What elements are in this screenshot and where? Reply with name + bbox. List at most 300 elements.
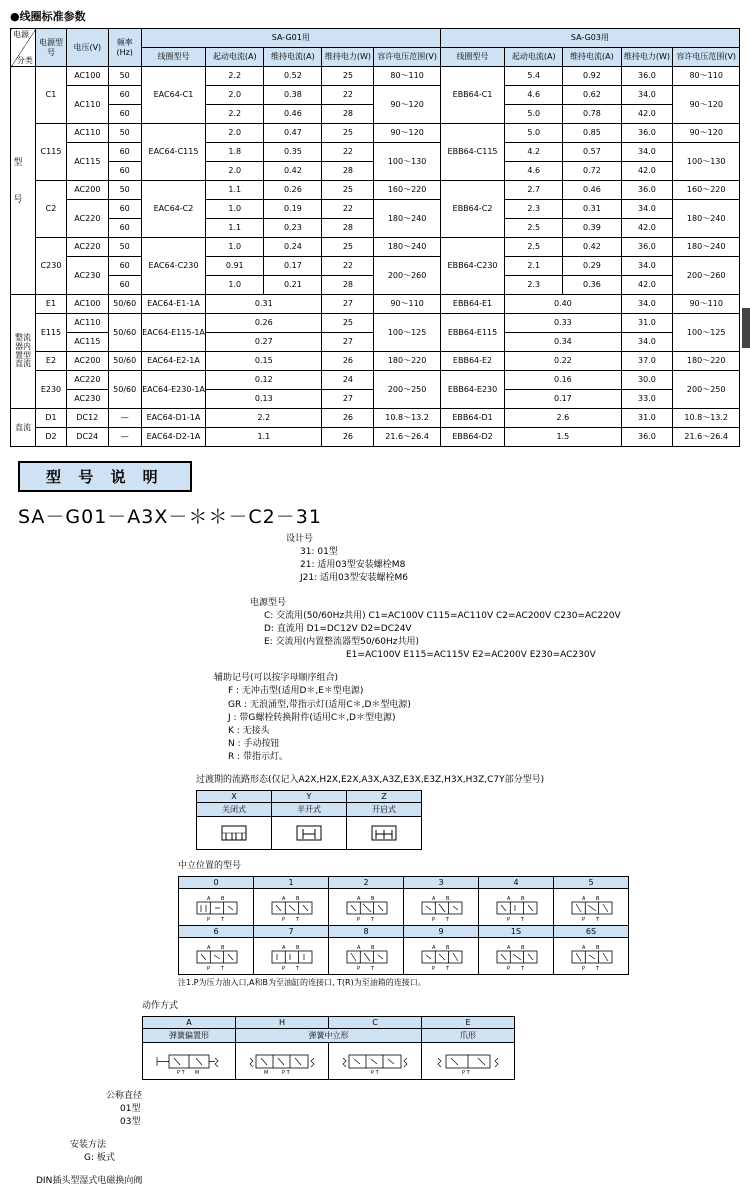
cell-g03-range: 90～120	[673, 124, 740, 143]
neutral-label-8: 8	[329, 925, 404, 937]
model-code-string: SA－G01－A3X－＊＊－C2－31	[18, 506, 322, 528]
group-label-dc: 直流	[11, 409, 36, 447]
cell-g01-range: 160～220	[374, 181, 440, 200]
svg-text:B: B	[296, 944, 300, 951]
cell-g01-b: 0.38	[264, 86, 322, 105]
cell-g01-a: 1.8	[206, 143, 264, 162]
corner-diag-cell: 电源 分类	[11, 29, 36, 67]
cell-class: C2	[35, 181, 66, 238]
neutral-symbol-9	[404, 937, 479, 974]
svg-text:P: P	[357, 916, 361, 922]
action-symbol-c	[329, 1042, 422, 1079]
header-g01: SA-G01用	[141, 29, 440, 48]
cell-g01-c: 22	[322, 257, 374, 276]
action-sub-a: 弹簧偏置形	[143, 1028, 236, 1042]
svg-text:P: P	[432, 965, 436, 971]
explain-power-model: 电源型号 C: 交流用(50/60Hz共用) C1=AC100V C115=AC110V C2=AC200V C230=AC220V D: 直流用 D1=DC12V D2=DC24V E: 交流用(内置整流器型50/60Hz共用) E1=AC100V E115=AC115V E2=AC200V E230=AC230V	[250, 598, 621, 661]
cell-g01-b: 0.35	[264, 143, 322, 162]
action-header-row	[143, 1016, 515, 1028]
cell-g01-a: 1.0	[206, 238, 264, 257]
neutral-symbol-1	[254, 888, 329, 925]
cell-g03-c: 31.0	[621, 314, 673, 333]
cell-g03-c: 36.0	[621, 428, 673, 447]
cell-g01-c: 25	[322, 67, 374, 86]
transition-col-y: Y	[272, 790, 347, 802]
cell-g01-range: 100～125	[374, 314, 440, 352]
cell-coil-model-g03: EBB64-D1	[440, 409, 504, 428]
cell-g03-c: 37.0	[621, 352, 673, 371]
svg-text:P: P	[207, 965, 211, 971]
cell-g03-range: 10.8～13.2	[673, 409, 740, 428]
cell-class: C1	[35, 67, 66, 124]
cell-g01-range: 100～130	[374, 143, 440, 181]
cell-g01-a: 1.1	[206, 428, 322, 447]
svg-text:B: B	[221, 944, 225, 951]
cell-g01-c: 27	[322, 390, 374, 409]
cell-g01-c: 24	[322, 371, 374, 390]
cell-g01-c: 27	[322, 333, 374, 352]
cell-class: C230	[35, 238, 66, 295]
group-label-ac: 型 号	[11, 67, 36, 295]
cell-g01-range: 180～220	[374, 352, 440, 371]
cell-g03-c: 33.0	[621, 390, 673, 409]
header-voltage: 电压(V)	[67, 29, 109, 67]
cell-g03-c: 34.0	[621, 200, 673, 219]
cell-class: E1	[35, 295, 66, 314]
cell-g03-a: 2.5	[505, 219, 563, 238]
svg-text:P T: P T	[282, 1069, 290, 1076]
cell-g01-range: 90～110	[374, 295, 440, 314]
cell-coil-model-g03: EBB64-C1	[440, 67, 504, 124]
svg-text:B: B	[596, 944, 600, 951]
svg-text:A: A	[582, 944, 586, 951]
cell-g03-c: 34.0	[621, 257, 673, 276]
table-row	[11, 143, 740, 162]
cell-g01-c: 28	[322, 219, 374, 238]
table-row	[11, 257, 740, 276]
neutral-symbol-8	[329, 937, 404, 974]
group-label-rectifier: 整流器内置型直流	[11, 295, 36, 409]
cell-freq: 60	[108, 162, 141, 181]
svg-text:T: T	[296, 965, 300, 971]
action-symbol-row	[143, 1042, 515, 1079]
cell-voltage: AC230	[67, 390, 109, 409]
cell-coil-model-g03: EBB64-D2	[440, 428, 504, 447]
cell-coil-model-g01: EAC64-E115-1A	[141, 314, 205, 352]
explain-mounting-method: 安装方法 G: 板式	[70, 1140, 115, 1164]
neutral-label-1: 1	[254, 876, 329, 888]
cell-g03-range: 100～130	[673, 143, 740, 181]
svg-text:P: P	[282, 965, 286, 971]
cell-g03-b: 0.92	[563, 67, 621, 86]
cell-g01-range: 200～260	[374, 257, 440, 295]
cell-g01-c: 28	[322, 105, 374, 124]
svg-text:P: P	[582, 916, 586, 922]
cell-g03-range: 200～250	[673, 371, 740, 409]
action-symbol-a	[143, 1042, 236, 1079]
neutral-symbol-1s	[479, 937, 554, 974]
table-row	[11, 352, 740, 371]
header-hold-power-g01: 维持电力(W)	[322, 48, 374, 67]
neutral-label-9: 9	[404, 925, 479, 937]
svg-text:B: B	[371, 895, 375, 902]
svg-text:P: P	[432, 916, 436, 922]
svg-text:T: T	[371, 916, 375, 922]
svg-text:A: A	[582, 895, 586, 902]
cell-g01-a: 2.0	[206, 86, 264, 105]
table-row	[11, 238, 740, 257]
action-symbol-e	[422, 1042, 515, 1079]
svg-text:B: B	[521, 895, 525, 902]
cell-g01-b: 0.46	[264, 105, 322, 124]
coil-parameter-table	[10, 28, 740, 447]
cell-coil-model-g01: EAC64-E1-1A	[141, 295, 205, 314]
header-volt-range-g03: 容许电压范围(V)	[673, 48, 740, 67]
svg-text:B: B	[446, 944, 450, 951]
neutral-header-row-1	[179, 876, 629, 888]
transition-sub-y: 半开式	[272, 802, 347, 816]
cell-g01-b: 0.24	[264, 238, 322, 257]
cell-freq: 50	[108, 181, 141, 200]
cell-g03-range: 90～120	[673, 86, 740, 124]
cell-g03-b: 0.85	[563, 124, 621, 143]
explanation-list	[18, 533, 750, 1202]
neutral-label-6s: 6S	[554, 925, 629, 937]
cell-g03-b: 0.46	[563, 181, 621, 200]
explain-neutral-model: 中立位置的型号 0 1 2 3 4 5 A B P T A B P T A B P T A B P T A B P T A B P T 6 7 8 9 1S 6S A B P T A B P T A B P T A B P T A B P T A B P T 注1.P为压力油入口,A和B为至油缸的连接口, T(R)为至油箱的连接口。	[178, 860, 750, 988]
svg-text:P: P	[357, 965, 361, 971]
cell-g01-c: 25	[322, 181, 374, 200]
cell-g03-b: 0.42	[563, 238, 621, 257]
cell-g01-a: 0.26	[206, 314, 322, 333]
svg-text:A: A	[432, 944, 436, 951]
table-row	[11, 428, 740, 447]
table-row	[11, 200, 740, 219]
transition-col-z: Z	[347, 790, 422, 802]
svg-text:T: T	[221, 916, 225, 922]
section1-heading: ●线圈标准参数	[10, 10, 86, 23]
cell-freq: 50/60	[108, 295, 141, 314]
cell-g03-a: 2.1	[505, 257, 563, 276]
svg-text:T: T	[221, 965, 225, 971]
table-row	[11, 86, 740, 105]
page-edge-marker	[742, 308, 750, 348]
cell-coil-model-g01: EAC64-C2	[141, 181, 205, 238]
cell-g03-a: 4.6	[505, 162, 563, 181]
cell-g01-a: 0.12	[206, 371, 322, 390]
cell-g03-c: 36.0	[621, 238, 673, 257]
transition-col-x: X	[197, 790, 272, 802]
action-col-a: A	[143, 1016, 236, 1028]
cell-g01-c: 26	[322, 428, 374, 447]
cell-g01-b: 0.21	[264, 276, 322, 295]
cell-g03-b: 0.57	[563, 143, 621, 162]
neutral-label-5: 5	[554, 876, 629, 888]
cell-g01-range: 80～110	[374, 67, 440, 86]
table-header-row	[11, 29, 740, 48]
cell-voltage: AC115	[67, 333, 109, 352]
cell-voltage: AC110	[67, 124, 109, 143]
action-sub-e: 爪形	[422, 1028, 515, 1042]
neutral-label-1s: 1S	[479, 925, 554, 937]
neutral-symbol-0	[179, 888, 254, 925]
cell-g03-c: 36.0	[621, 67, 673, 86]
cell-g03-range: 90～110	[673, 295, 740, 314]
cell-coil-model-g03: EBB64-E1	[440, 295, 504, 314]
header-coil-model-g03: 线圈型号	[440, 48, 504, 67]
svg-text:T: T	[521, 916, 525, 922]
cell-g03-a: 0.16	[505, 371, 621, 390]
cell-freq: 60	[108, 143, 141, 162]
cell-g01-b: 0.17	[264, 257, 322, 276]
cell-g03-a: 0.17	[505, 390, 621, 409]
transition-symbol-row	[197, 816, 422, 849]
cell-coil-model-g03: EBB64-C2	[440, 181, 504, 238]
cell-g01-a: 1.0	[206, 276, 264, 295]
cell-g03-b: 0.29	[563, 257, 621, 276]
action-sub-h: 弹簧中立形	[236, 1028, 422, 1042]
cell-g01-b: 0.19	[264, 200, 322, 219]
header-hold-power-g03: 维持电力(W)	[621, 48, 673, 67]
svg-text:A: A	[282, 944, 286, 951]
cell-g01-a: 2.0	[206, 162, 264, 181]
header-hold-current-g03: 维持电流(A)	[563, 48, 621, 67]
action-col-e: E	[422, 1016, 515, 1028]
header-volt-range-g01: 容许电压范围(V)	[374, 48, 440, 67]
neutral-label-7: 7	[254, 925, 329, 937]
transition-flow-table	[196, 790, 422, 850]
cell-g01-a: 0.31	[206, 295, 322, 314]
cell-freq: 60	[108, 257, 141, 276]
header-start-current-g03: 起动电流(A)	[505, 48, 563, 67]
cell-g03-range: 80～110	[673, 67, 740, 86]
neutral-symbol-5	[554, 888, 629, 925]
page-root	[0, 8, 750, 1202]
cell-g03-range: 100～125	[673, 314, 740, 352]
cell-freq: 60	[108, 276, 141, 295]
cell-freq: —	[108, 428, 141, 447]
svg-text:B: B	[371, 944, 375, 951]
cell-g03-c: 42.0	[621, 219, 673, 238]
header-power-model: 电源型号	[35, 29, 66, 67]
header-start-current-g01: 起动电流(A)	[206, 48, 264, 67]
cell-voltage: AC110	[67, 314, 109, 333]
table-row	[11, 181, 740, 200]
cell-freq: —	[108, 409, 141, 428]
cell-coil-model-g01: EAC64-D2-1A	[141, 428, 205, 447]
transition-symbol-y	[272, 816, 347, 849]
svg-text:P: P	[207, 916, 211, 922]
table-row	[11, 371, 740, 390]
cell-g03-c: 34.0	[621, 143, 673, 162]
cell-g03-c: 34.0	[621, 333, 673, 352]
cell-voltage: DC24	[67, 428, 109, 447]
cell-g01-range: 90～120	[374, 86, 440, 124]
explain-action-mode: 动作方式 A H C E 弹簧偏置形 弹簧中立形 爪形 P T M M P T P T P T	[142, 1000, 750, 1080]
cell-g01-a: 2.2	[206, 67, 264, 86]
neutral-symbol-7	[254, 937, 329, 974]
cell-g03-a: 1.5	[505, 428, 621, 447]
neutral-label-2: 2	[329, 876, 404, 888]
cell-g01-a: 2.0	[206, 124, 264, 143]
svg-text:A: A	[507, 895, 511, 902]
explain-transition-flow: 过渡期的流路形态(仅记入A2X,H2X,E2X,A3X,A3Z,E3X,E3Z,H3X,H3Z,C7Y部分型号) X Y Z 关闭式 半开式 开启式	[196, 774, 750, 850]
svg-text:B: B	[521, 944, 525, 951]
cell-g03-a: 2.5	[505, 238, 563, 257]
cell-g01-a: 0.27	[206, 333, 322, 352]
header-freq: 频率(Hz)	[108, 29, 141, 67]
cell-class: D1	[35, 409, 66, 428]
svg-text:T: T	[296, 916, 300, 922]
cell-g01-c: 28	[322, 162, 374, 181]
cell-freq: 60	[108, 105, 141, 124]
explain-auxiliary-code: 辅助记号(可以按字母顺序组合) F : 无冲击型(适用D＊,E＊型电源) GR : 无浪涌型,带指示灯(适用C＊,D＊型电源) J : 带G螺栓转换附件(适用C＊,D＊型电源) K : 无接头 N : 手动按钮 R : 带指示灯。	[214, 673, 411, 762]
cell-voltage: AC200	[67, 352, 109, 371]
cell-g01-b: 0.23	[264, 219, 322, 238]
cell-freq: 50	[108, 124, 141, 143]
header-hold-current-g01: 维持电流(A)	[264, 48, 322, 67]
cell-coil-model-g03: EBB64-C230	[440, 238, 504, 295]
cell-g01-range: 180～240	[374, 238, 440, 257]
action-col-h: H	[236, 1016, 329, 1028]
svg-text:P: P	[507, 965, 511, 971]
svg-text:A: A	[207, 895, 211, 902]
explain-design-no: 设计号 31: 01型 21: 适用03型安装螺栓M8 J21: 适用03型安装螺栓M6	[286, 534, 408, 584]
cell-class: E2	[35, 352, 66, 371]
cell-voltage: AC230	[67, 257, 109, 295]
svg-text:M: M	[195, 1069, 200, 1076]
neutral-table-note: 注1.P为压力油入口,A和B为至油缸的连接口, T(R)为至油箱的连接口。	[178, 977, 426, 987]
cell-voltage: AC220	[67, 200, 109, 238]
cell-voltage: AC115	[67, 143, 109, 181]
cell-coil-model-g01: EAC64-E2-1A	[141, 352, 205, 371]
svg-text:A: A	[357, 944, 361, 951]
cell-freq: 50/60	[108, 371, 141, 409]
cell-g03-a: 2.6	[505, 409, 621, 428]
svg-text:B: B	[221, 895, 225, 902]
svg-text:T: T	[596, 965, 600, 971]
svg-text:A: A	[207, 944, 211, 951]
neutral-symbol-2	[329, 888, 404, 925]
cell-coil-model-g01: EAC64-C1	[141, 67, 205, 124]
cell-class: D2	[35, 428, 66, 447]
cell-g03-b: 0.39	[563, 219, 621, 238]
explain-product-name: DIN插头型湿式电磁换向阀	[36, 1176, 143, 1187]
cell-g03-a: 4.6	[505, 86, 563, 105]
neutral-symbol-row-1	[179, 888, 629, 925]
cell-g03-c: 42.0	[621, 105, 673, 124]
svg-text:B: B	[296, 895, 300, 902]
cell-g01-a: 0.15	[206, 352, 322, 371]
cell-g03-b: 0.62	[563, 86, 621, 105]
cell-g03-a: 5.0	[505, 124, 563, 143]
cell-g03-c: 42.0	[621, 162, 673, 181]
cell-voltage: AC220	[67, 238, 109, 257]
cell-g01-c: 25	[322, 238, 374, 257]
neutral-symbol-row-2	[179, 937, 629, 974]
cell-g01-c: 26	[322, 409, 374, 428]
cell-g03-a: 5.4	[505, 67, 563, 86]
neutral-position-table	[178, 876, 629, 975]
cell-coil-model-g01: EAC64-C115	[141, 124, 205, 181]
cell-g03-c: 42.0	[621, 276, 673, 295]
cell-g03-c: 34.0	[621, 86, 673, 105]
header-coil-model-g01: 线圈型号	[141, 48, 205, 67]
cell-g01-a: 2.2	[206, 409, 322, 428]
cell-g01-range: 10.8～13.2	[374, 409, 440, 428]
neutral-symbol-6s	[554, 937, 629, 974]
cell-voltage: AC220	[67, 371, 109, 390]
neutral-label-0: 0	[179, 876, 254, 888]
cell-g03-range: 180～240	[673, 200, 740, 238]
cell-voltage: AC100	[67, 67, 109, 86]
cell-coil-model-g01: EAC64-C230	[141, 238, 205, 295]
svg-text:B: B	[446, 895, 450, 902]
neutral-symbol-6	[179, 937, 254, 974]
cell-class: E115	[35, 314, 66, 352]
action-mode-table	[142, 1016, 515, 1080]
transition-subhead-row	[197, 802, 422, 816]
cell-g03-a: 0.33	[505, 314, 621, 333]
cell-g01-b: 0.42	[264, 162, 322, 181]
neutral-header-row-2	[179, 925, 629, 937]
cell-g01-range: 200～250	[374, 371, 440, 409]
cell-g01-a: 1.1	[206, 181, 264, 200]
cell-g01-range: 90～120	[374, 124, 440, 143]
cell-freq: 50/60	[108, 314, 141, 352]
cell-g03-range: 160～220	[673, 181, 740, 200]
cell-g03-a: 0.22	[505, 352, 621, 371]
cell-g01-c: 22	[322, 86, 374, 105]
svg-text:T: T	[446, 965, 450, 971]
cell-voltage: DC12	[67, 409, 109, 428]
svg-text:P T: P T	[462, 1069, 470, 1076]
cell-g03-a: 0.40	[505, 295, 621, 314]
cell-g01-range: 21.6～26.4	[374, 428, 440, 447]
cell-g03-range: 21.6～26.4	[673, 428, 740, 447]
cell-g03-b: 0.31	[563, 200, 621, 219]
cell-coil-model-g03: EBB64-E2	[440, 352, 504, 371]
cell-g01-a: 0.13	[206, 390, 322, 409]
cell-voltage: AC100	[67, 295, 109, 314]
svg-text:P: P	[582, 965, 586, 971]
neutral-label-3: 3	[404, 876, 479, 888]
cell-voltage: AC200	[67, 181, 109, 200]
cell-coil-model-g01: EAC64-E230-1A	[141, 371, 205, 409]
svg-text:T: T	[371, 965, 375, 971]
cell-g03-a: 2.7	[505, 181, 563, 200]
cell-g01-c: 25	[322, 124, 374, 143]
cell-g03-b: 0.36	[563, 276, 621, 295]
table-row	[11, 124, 740, 143]
cell-g01-c: 25	[322, 314, 374, 333]
cell-freq: 60	[108, 86, 141, 105]
cell-class: E230	[35, 371, 66, 409]
cell-freq: 50/60	[108, 352, 141, 371]
cell-g03-a: 0.34	[505, 333, 621, 352]
explain-nominal-diameter: 公称直径 01型 03型	[106, 1090, 143, 1127]
cell-voltage: AC110	[67, 86, 109, 124]
cell-g01-a: 2.2	[206, 105, 264, 124]
header-g03: SA-G03用	[440, 29, 739, 48]
svg-text:A: A	[507, 944, 511, 951]
table-row	[11, 409, 740, 428]
cell-freq: 50	[108, 67, 141, 86]
svg-text:A: A	[282, 895, 286, 902]
model-explanation-title: 型 号 说 明	[18, 461, 192, 492]
svg-text:P: P	[282, 916, 286, 922]
cell-g03-b: 0.72	[563, 162, 621, 181]
